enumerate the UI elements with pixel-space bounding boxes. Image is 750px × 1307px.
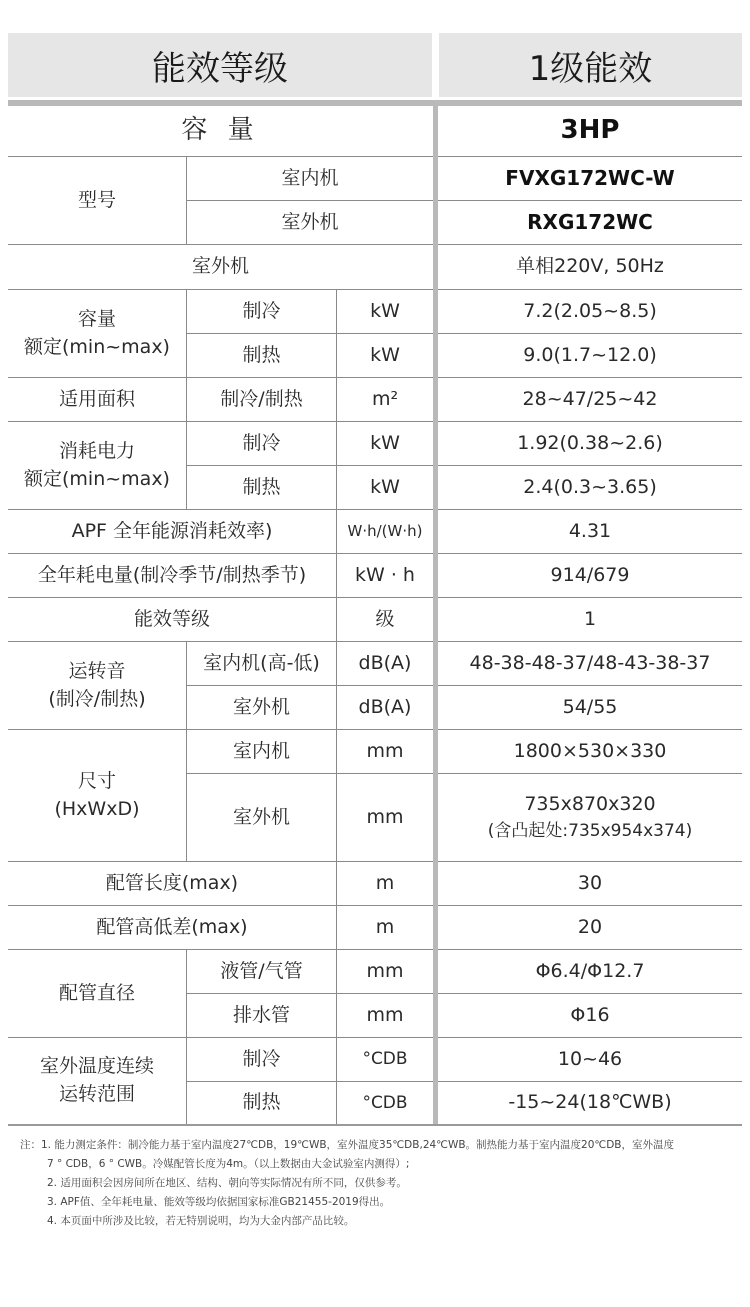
annual-consumption-value: 914/679 bbox=[438, 553, 742, 597]
pipe-diameter-liquid-label: 液管/气管 bbox=[187, 949, 337, 993]
footnote-1: 注：1. 能力测定条件：制冷能力基于室内温度27℃DB，19℃WB，室外温度35℃DB,24℃WB。制热能力基于室内温度20℃DB，室外温度 bbox=[20, 1139, 674, 1151]
model-indoor-value: FVXG172WC-W bbox=[438, 156, 742, 200]
footnote-1-cont: 7 ° CDB，6 ° CWB。冷媒配管长度为4m。（以上数据由大金试验室内测得）; bbox=[47, 1158, 410, 1170]
power-consumption-cool-unit: kW bbox=[337, 421, 433, 465]
apf-value: 4.31 bbox=[438, 509, 742, 553]
pipe-diameter-drain-unit: mm bbox=[337, 993, 433, 1037]
noise-indoor-label: 室内机(高-低) bbox=[187, 641, 337, 685]
dimensions-outdoor-value-line2: (含凸起处:735x954x374) bbox=[487, 820, 693, 841]
noise-outdoor-label: 室外机 bbox=[187, 685, 337, 729]
rated-capacity-cool-value: 7.2(2.05~8.5) bbox=[438, 289, 742, 333]
dimensions-outdoor-value bbox=[438, 773, 742, 861]
power-supply-label: 室外机 bbox=[8, 244, 433, 289]
power-consumption-heat-value: 2.4(0.3~3.65) bbox=[438, 465, 742, 509]
apf-unit: W·h/(W·h) bbox=[337, 509, 433, 553]
dimensions-indoor-value: 1800×530×330 bbox=[438, 729, 742, 773]
power-supply-value: 单相220V, 50Hz bbox=[438, 244, 742, 289]
noise-label-line2: (制冷/制热) bbox=[48, 687, 146, 710]
header-energy-grade-value: 1级能效 bbox=[439, 33, 742, 97]
area-value: 28~47/25~42 bbox=[438, 377, 742, 421]
rated-capacity-label-line1: 容量 bbox=[77, 307, 116, 330]
pipe-diameter-liquid-value: Φ6.4/Φ12.7 bbox=[438, 949, 742, 993]
pipe-height-label: 配管高低差(max) bbox=[8, 905, 337, 949]
pipe-length-label: 配管长度(max) bbox=[8, 861, 337, 905]
pipe-diameter-label: 配管直径 bbox=[8, 949, 187, 1037]
temp-range-label bbox=[8, 1037, 187, 1124]
power-consumption-heat-label: 制热 bbox=[187, 465, 337, 509]
dimensions-outdoor-unit: mm bbox=[337, 773, 433, 861]
model-outdoor-value: RXG172WC bbox=[438, 200, 742, 244]
table-bottom-line bbox=[8, 1124, 742, 1126]
area-unit: m² bbox=[337, 377, 433, 421]
annual-consumption-label: 全年耗电量(制冷季节/制热季节) bbox=[8, 553, 337, 597]
temp-range-label-line2: 运转范围 bbox=[58, 1083, 135, 1105]
pipe-diameter-drain-label: 排水管 bbox=[187, 993, 337, 1037]
pipe-length-unit: m bbox=[337, 861, 433, 905]
grade-value: 1 bbox=[438, 597, 742, 641]
area-mode: 制冷/制热 bbox=[187, 377, 337, 421]
pipe-length-value: 30 bbox=[438, 861, 742, 905]
rated-capacity-label-line2: 额定(min~max) bbox=[24, 335, 170, 358]
temp-range-cool-unit: °CDB bbox=[337, 1037, 433, 1081]
power-consumption-label bbox=[8, 421, 187, 509]
footnotes bbox=[20, 1136, 740, 1231]
noise-label-line1: 运转音 bbox=[68, 659, 126, 682]
capacity-label: 容 量 bbox=[181, 115, 260, 146]
dimensions-outdoor-label: 室外机 bbox=[187, 773, 337, 861]
power-consumption-label-line2: 额定(min~max) bbox=[24, 467, 170, 490]
column-divider bbox=[433, 106, 438, 1124]
dimensions-label-line1: 尺寸 bbox=[77, 769, 116, 792]
rated-capacity-cool-unit: kW bbox=[337, 289, 433, 333]
footnote-2: 2. 适用面积会因房间所在地区、结构、朝向等实际情况有所不同，仅供参考。 bbox=[47, 1177, 407, 1189]
dimensions-indoor-label: 室内机 bbox=[187, 729, 337, 773]
pipe-height-unit: m bbox=[337, 905, 433, 949]
noise-indoor-unit: dB(A) bbox=[337, 641, 433, 685]
apf-label: APF 全年能源消耗效率) bbox=[8, 509, 337, 553]
power-consumption-label-line1: 消耗电力 bbox=[58, 439, 135, 462]
capacity-value: 3HP bbox=[560, 115, 620, 146]
rated-capacity-label bbox=[8, 289, 187, 377]
footnote-4: 4. 本页面中所涉及比较，若无特别说明，均为大金内部产品比较。 bbox=[47, 1215, 355, 1227]
pipe-diameter-drain-value: Φ16 bbox=[438, 993, 742, 1037]
pipe-diameter-liquid-unit: mm bbox=[337, 949, 433, 993]
header-energy-grade-label: 能效等级 bbox=[8, 33, 432, 97]
area-label: 适用面积 bbox=[8, 377, 187, 421]
temp-range-heat-unit: °CDB bbox=[337, 1081, 433, 1124]
rated-capacity-heat-label: 制热 bbox=[187, 333, 337, 377]
power-consumption-cool-value: 1.92(0.38~2.6) bbox=[438, 421, 742, 465]
rated-capacity-heat-value: 9.0(1.7~12.0) bbox=[438, 333, 742, 377]
annual-consumption-unit: kW · h bbox=[337, 553, 433, 597]
footnote-3: 3. APF值、全年耗电量、能效等级均依据国家标准GB21455-2019得出。 bbox=[47, 1196, 391, 1208]
noise-outdoor-value: 54/55 bbox=[438, 685, 742, 729]
temp-range-cool-label: 制冷 bbox=[187, 1037, 337, 1081]
model-outdoor-label: 室外机 bbox=[187, 200, 433, 244]
grade-unit: 级 bbox=[337, 597, 433, 641]
model-label: 型号 bbox=[8, 156, 187, 244]
power-consumption-cool-label: 制冷 bbox=[187, 421, 337, 465]
grade-label: 能效等级 bbox=[8, 597, 337, 641]
dimensions-indoor-unit: mm bbox=[337, 729, 433, 773]
temp-range-heat-label: 制热 bbox=[187, 1081, 337, 1124]
pipe-height-value: 20 bbox=[438, 905, 742, 949]
noise-outdoor-unit: dB(A) bbox=[337, 685, 433, 729]
temp-range-heat-value: -15~24(18℃WB) bbox=[438, 1081, 742, 1124]
dimensions-outdoor-value-line1: 735x870x320 bbox=[524, 793, 656, 816]
rated-capacity-cool-label: 制冷 bbox=[187, 289, 337, 333]
rated-capacity-heat-unit: kW bbox=[337, 333, 433, 377]
temp-range-cool-value: 10~46 bbox=[438, 1037, 742, 1081]
dimensions-label-line2: (HxWxD) bbox=[54, 797, 140, 820]
power-consumption-heat-unit: kW bbox=[337, 465, 433, 509]
model-indoor-label: 室内机 bbox=[187, 156, 433, 200]
noise-indoor-value: 48-38-48-37/48-43-38-37 bbox=[438, 641, 742, 685]
dimensions-label bbox=[8, 729, 187, 861]
temp-range-label-line1: 室外温度连续 bbox=[39, 1055, 154, 1078]
noise-label bbox=[8, 641, 187, 729]
